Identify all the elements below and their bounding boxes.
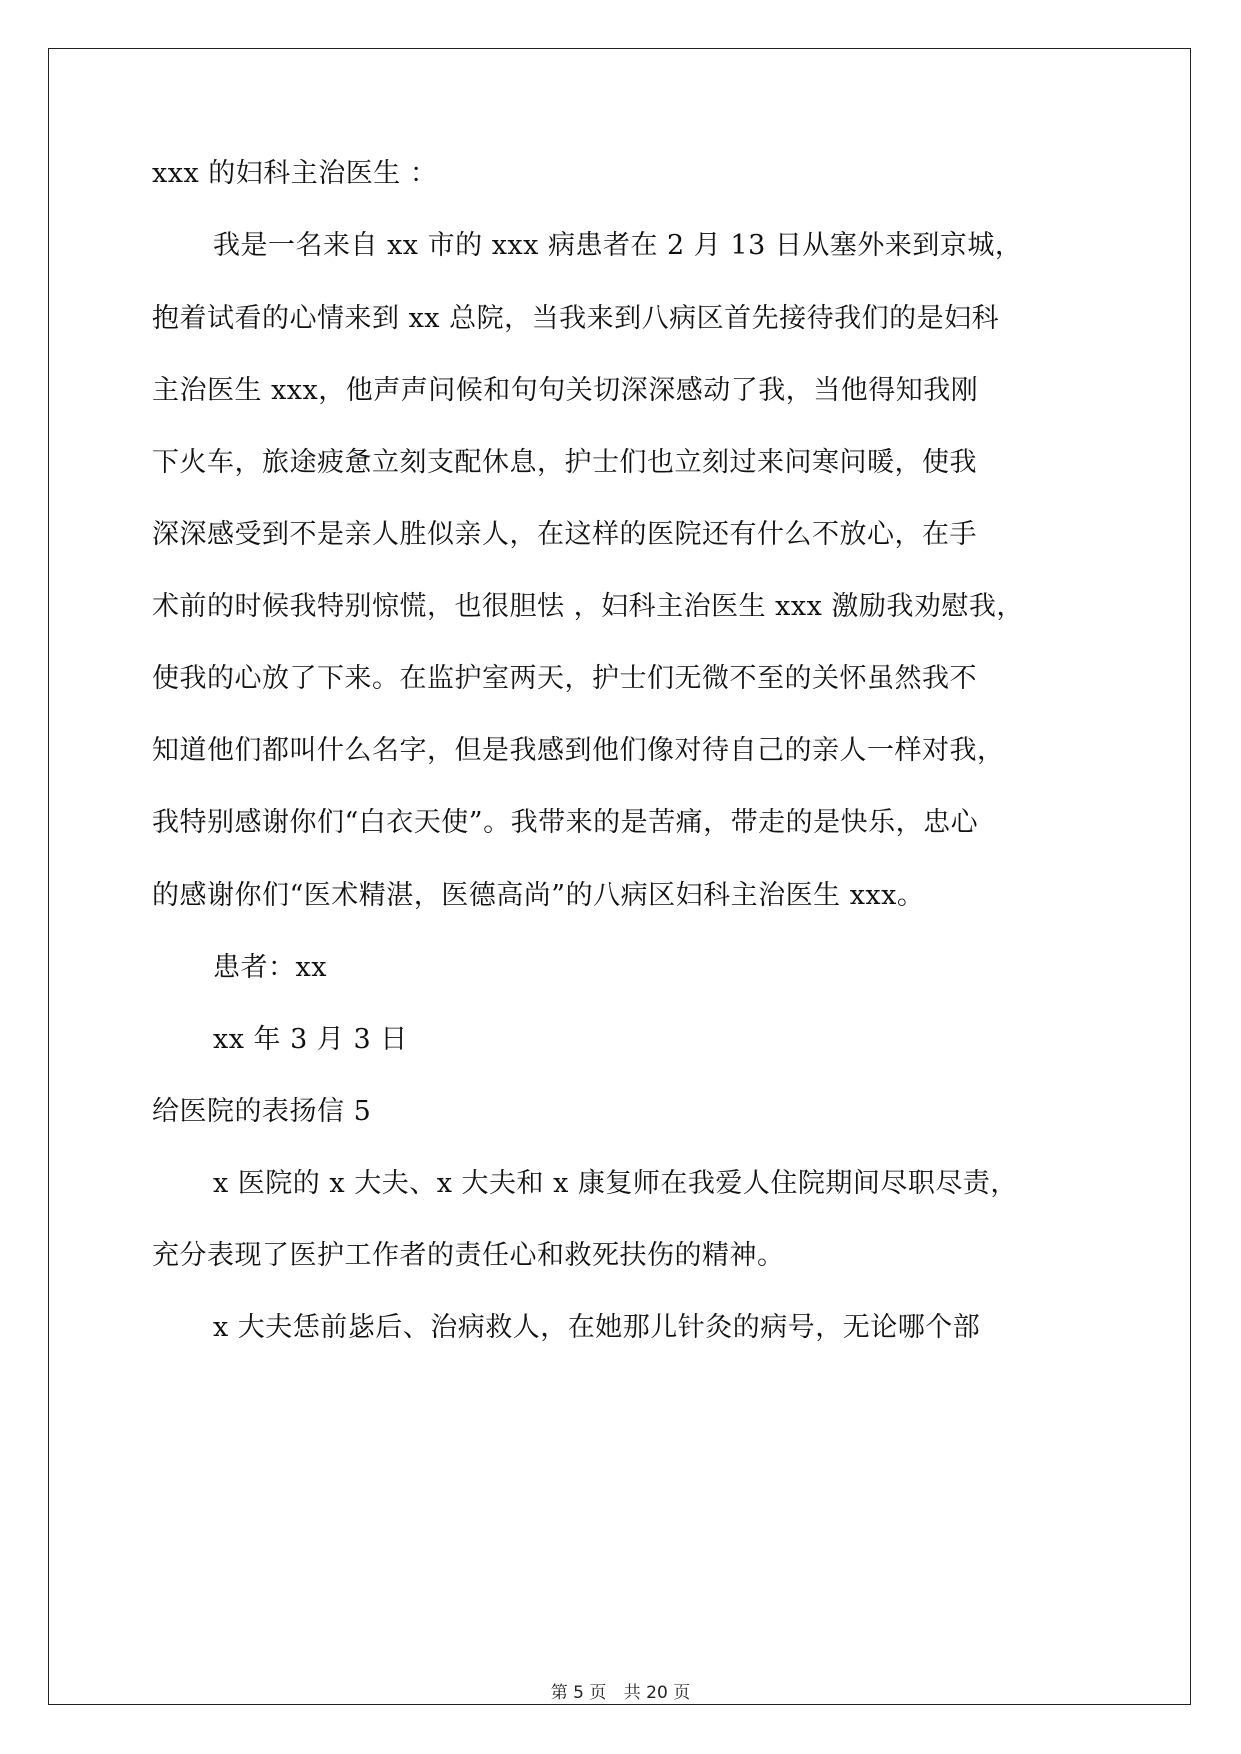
paragraph-line: x 医院的 x 大夫、x 大夫和 x 康复师在我爱人住院期间尽职尽责， xyxy=(213,1168,1018,1199)
signature-date: xx 年 3 月 3 日 xyxy=(213,1024,408,1055)
paragraph-line: 主治医生 xxx，他声声问候和句句关切深深感动了我，当他得知我刚 xyxy=(152,375,979,406)
page-number: 第 5 页 xyxy=(550,1683,607,1703)
paragraph-line: x 大夫恁前毖后、治病救人，在她那儿针灸的病号，无论哪个部 xyxy=(213,1312,981,1343)
paragraph-line: 知道他们都叫什么名字，但是我感到他们像对待自己的亲人一样对我， xyxy=(152,735,1005,766)
paragraph-line: 充分表现了医护工作者的责任心和救死扶伤的精神。 xyxy=(152,1240,785,1271)
page-border xyxy=(48,48,1191,1705)
signature-patient: 患者：xx xyxy=(213,952,327,983)
section-title: 给医院的表扬信 5 xyxy=(152,1096,372,1127)
page-total: 共 20 页 xyxy=(623,1683,691,1703)
paragraph-line: 我是一名来自 xx 市的 xxx 病患者在 2 月 13 日从塞外来到京城， xyxy=(213,230,1023,261)
paragraph-line: 术前的时候我特别惊慌，也很胆怯 ，妇科主治医生 xxx 激励我劝慰我， xyxy=(152,591,1024,622)
paragraph-line: 使我的心放了下来。在监护室两天，护士们无微不至的关怀虽然我不 xyxy=(152,663,977,694)
paragraph-line: 抱着试看的心情来到 xx 总院，当我来到八病区首先接待我们的是妇科 xyxy=(152,303,1000,334)
salutation: xxx 的妇科主治医生 ： xyxy=(152,158,438,189)
paragraph-line: 我特别感谢你们“白衣天使”。我带来的是苦痛，带走的是快乐，忠心 xyxy=(152,807,979,838)
paragraph-line: 深深感受到不是亲人胜似亲人，在这样的医院还有什么不放心，在手 xyxy=(152,519,977,550)
paragraph-line: 下火车，旅途疲惫立刻支配休息，护士们也立刻过来问寒问暖，使我 xyxy=(152,447,977,478)
paragraph-line: 的感谢你们“医术精湛，医德高尚”的八病区妇科主治医生 xxx。 xyxy=(152,880,925,911)
page-footer xyxy=(0,1683,1241,1703)
